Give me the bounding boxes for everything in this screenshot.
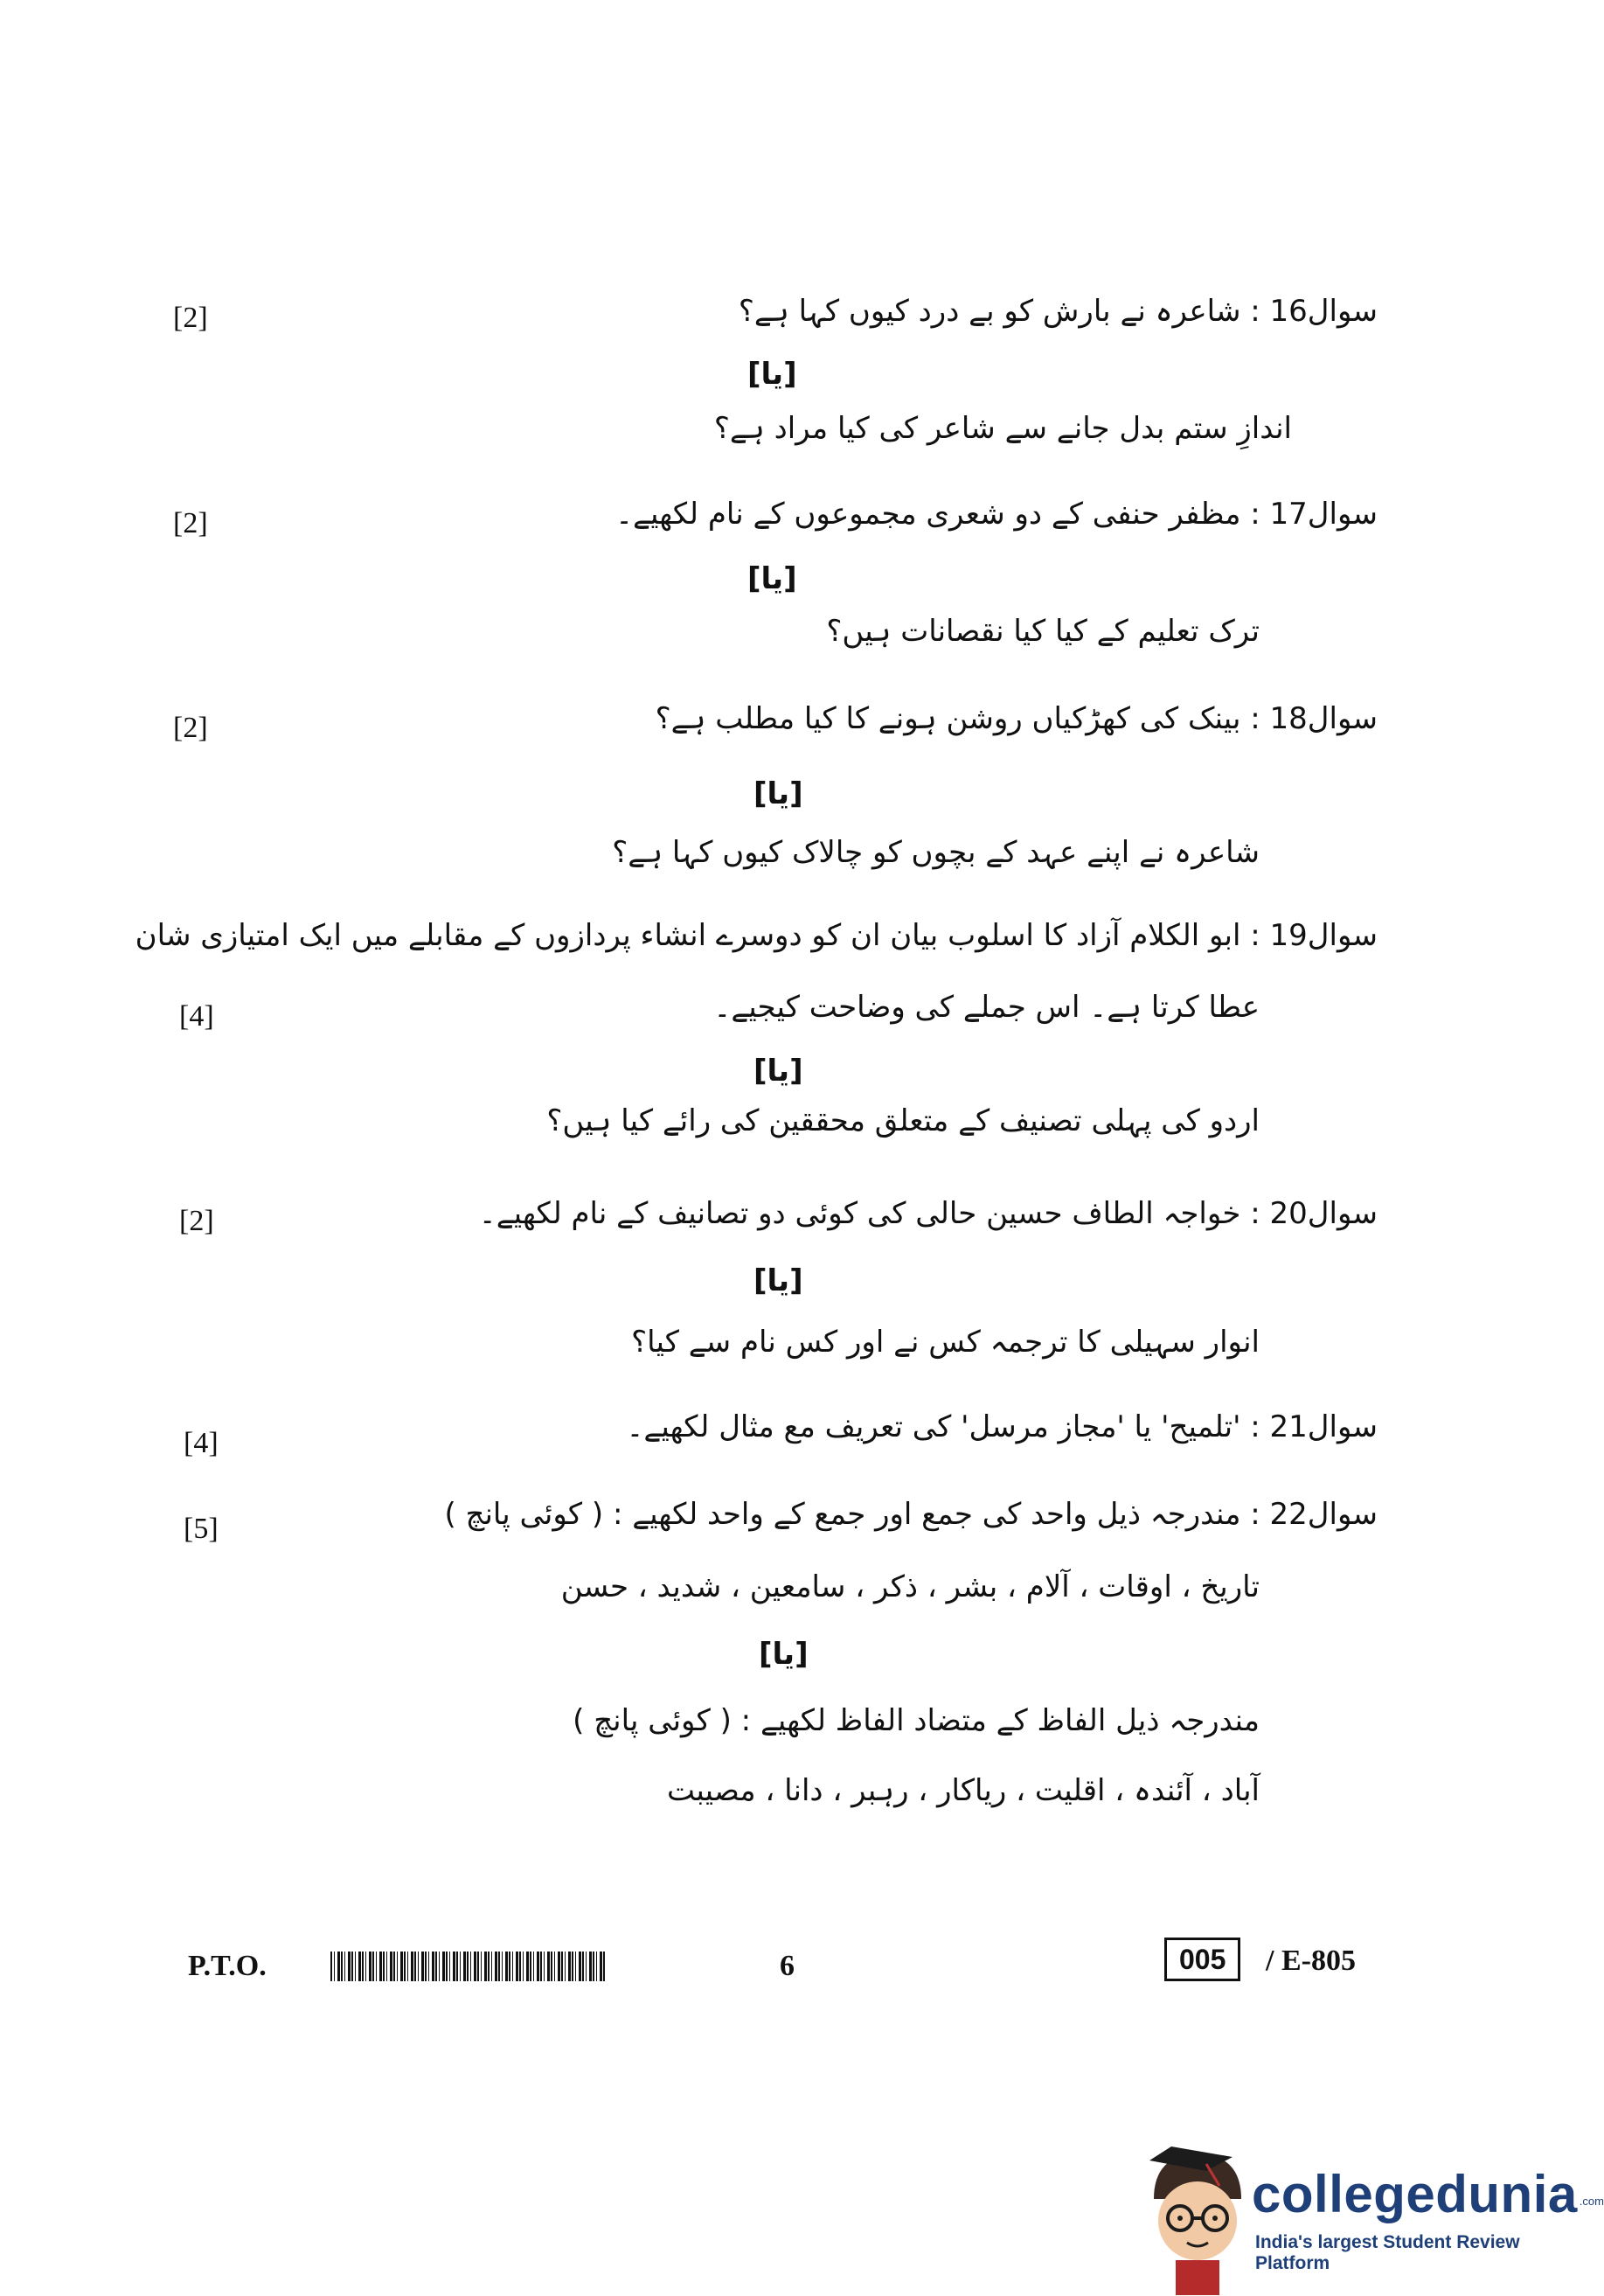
q16-text: سوال16 : شاعرہ نے بارش کو بے درد کیوں کہا ہے؟ bbox=[738, 294, 1378, 329]
brand-tagline: India's largest Student Review Platform bbox=[1255, 2232, 1520, 2273]
q22-text: سوال22 : مندرجہ ذیل واحد کی جمع اور جمع کے واحد لکھیے : ( کوئی پانچ ) bbox=[444, 1497, 1378, 1532]
paper-code-box: 005 bbox=[1164, 1938, 1240, 1981]
q19-or: [یا] bbox=[753, 1054, 803, 1089]
q18-text: سوال18 : بینک کی کھڑکیاں روشن ہونے کا کیا مطلب ہے؟ bbox=[655, 701, 1378, 736]
q19-marks: [4] bbox=[179, 1000, 214, 1033]
q19-text: سوال19 : ابو الکلام آزاد کا اسلوب بیان ان کو دوسرے انشاء پردازوں کے مقابلے میں ایک امتیازی شان bbox=[135, 918, 1378, 953]
q16-marks: [2] bbox=[173, 302, 208, 334]
q21-marks: [4] bbox=[184, 1427, 219, 1459]
brand-name: collegedunia bbox=[1252, 2165, 1578, 2223]
q20-marks: [2] bbox=[179, 1205, 214, 1237]
pto-label: P.T.O. bbox=[188, 1950, 267, 1982]
q20-text: سوال20 : خواجہ الطاف حسین حالی کی کوئی دو تصانیف کے نام لکھیے۔ bbox=[478, 1196, 1378, 1231]
q18-marks: [2] bbox=[173, 712, 208, 744]
q22-marks: [5] bbox=[184, 1513, 219, 1545]
q16-or: [یا] bbox=[747, 357, 797, 392]
q21-text: سوال21 : 'تلمیح' یا 'مجاز مرسل' کی تعریف مع مثال لکھیے۔ bbox=[626, 1409, 1378, 1444]
q19-text-cont: عطا کرتا ہے۔ اس جملے کی وضاحت کیجیے۔ bbox=[713, 990, 1260, 1025]
q17-marks: [2] bbox=[173, 507, 208, 539]
q20-alt-text: انوار سہیلی کا ترجمہ کس نے اور کس نام سے کیا؟ bbox=[631, 1325, 1260, 1360]
q22-word-list: تاریخ ، اوقات ، آلام ، بشر ، ذکر ، سامعین ، شدید ، حسن bbox=[560, 1569, 1260, 1604]
q17-text: سوال17 : مظفر حنفی کے دو شعری مجموعوں کے نام لکھیے۔ bbox=[615, 497, 1378, 532]
mascot-icon bbox=[1136, 2138, 1259, 2295]
page-number: 6 bbox=[780, 1950, 795, 1982]
q22-alt-word-list: آباد ، آئندہ ، اقلیت ، ریاکار ، رہبر ، دانا ، مصیبت bbox=[666, 1773, 1260, 1808]
q17-or: [یا] bbox=[747, 561, 797, 596]
q20-or: [یا] bbox=[753, 1263, 803, 1298]
q18-alt-text: شاعرہ نے اپنے عہد کے بچوں کو چالاک کیوں کہا ہے؟ bbox=[612, 835, 1260, 870]
q16-alt-text: اندازِ ستم بدل جانے سے شاعر کی کیا مراد ہے؟ bbox=[713, 411, 1292, 446]
barcode bbox=[330, 1952, 606, 1981]
q22-alt-text: مندرجہ ذیل الفاظ کے متضاد الفاظ لکھیے : ( کوئی پانچ ) bbox=[573, 1703, 1260, 1738]
q19-alt-text: اردو کی پہلی تصنیف کے متعلق محققین کی رائے کیا ہیں؟ bbox=[546, 1103, 1260, 1138]
paper-id: / E-805 bbox=[1266, 1945, 1356, 1977]
brand-dotcom: .com bbox=[1579, 2195, 1604, 2208]
q18-or: [یا] bbox=[753, 776, 803, 811]
q22-or: [یا] bbox=[759, 1637, 809, 1672]
brand-logo bbox=[1136, 2138, 1604, 2296]
q17-alt-text: ترک تعلیم کے کیا کیا نقصانات ہیں؟ bbox=[826, 614, 1260, 649]
